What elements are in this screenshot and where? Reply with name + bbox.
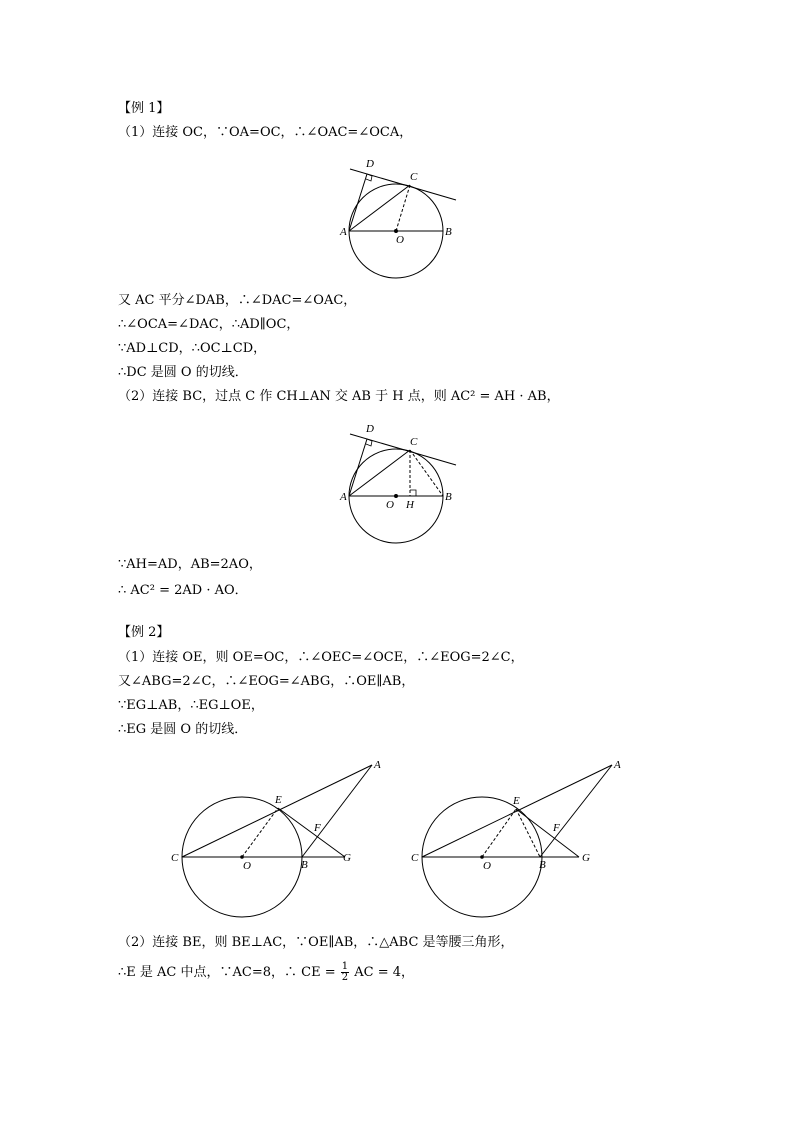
- figure-2: [330, 420, 470, 550]
- center-dot: [394, 494, 398, 498]
- label-c: C: [171, 852, 179, 864]
- segment-cb: [410, 450, 443, 496]
- segment-eg: [278, 808, 345, 857]
- ex1-line-2: ∴∠OCA=∠DAC，∴AD∥OC，: [118, 317, 300, 332]
- label-b: B: [539, 859, 546, 871]
- segment-ab: [540, 765, 612, 857]
- ex2-line-4a: ∴E 是 AC 中点，∵AC=8，∴ CE =: [118, 965, 336, 980]
- figure-1: [330, 155, 470, 280]
- label-a: A: [374, 759, 381, 771]
- segment-eg: [516, 809, 579, 857]
- ex1-line-4: ∴DC 是圆 O 的切线．: [118, 365, 248, 380]
- ex1-part2-line: （2）连接 BC，过点 C 作 CH⊥AN 交 AB 于 H 点，则 AC² = AH · AB，: [118, 389, 560, 404]
- label-g: G: [343, 852, 351, 864]
- segment-ca: [182, 765, 372, 857]
- segment-oe: [482, 809, 516, 857]
- label-c: C: [410, 171, 418, 183]
- label-h: H: [406, 499, 414, 511]
- label-a: A: [340, 226, 347, 238]
- segment-ab: [302, 765, 372, 857]
- ex2-line-4b: AC = 4，: [354, 965, 415, 980]
- ex2-line-3: ∴EG 是圆 O 的切线．: [118, 722, 248, 737]
- label-b: B: [301, 859, 308, 871]
- center-dot: [240, 855, 244, 859]
- ex2-line-2: ∵EG⊥AB，∴EG⊥OE，: [118, 698, 264, 713]
- label-f: F: [314, 822, 321, 834]
- segment-eb: [516, 809, 540, 857]
- label-b: B: [445, 491, 452, 503]
- label-g: G: [582, 852, 590, 864]
- figure-3: [165, 755, 395, 925]
- label-c: C: [411, 852, 419, 864]
- ex2-part1-line: （1）连接 OE，则 OE=OC，∴∠OEC=∠OCE，∴∠EOG=2∠C，: [118, 650, 524, 665]
- label-o: O: [243, 860, 251, 872]
- label-d: D: [366, 158, 374, 170]
- segment-oc: [396, 185, 410, 231]
- label-e: E: [513, 795, 520, 807]
- ex2-part2-line: （2）连接 BE，则 BE⊥AC，∵OE∥AB，∴△ABC 是等腰三角形，: [118, 935, 514, 950]
- label-a: A: [340, 491, 347, 503]
- segment-ad: [349, 439, 367, 496]
- fraction-half: [341, 962, 349, 983]
- ex1-line-6: ∴ AC² = 2AD · AO．: [118, 583, 248, 598]
- label-o: O: [483, 860, 491, 872]
- segment-ad: [349, 174, 367, 231]
- ex1-line-1: 又 AC 平分∠DAB，∴∠DAC=∠OAC，: [118, 293, 357, 308]
- label-o: O: [396, 234, 404, 246]
- fraction-numerator: 1: [341, 961, 349, 972]
- ex1-line-5: ∵AH=AD，AB=2AO，: [118, 557, 262, 572]
- label-f: F: [553, 822, 560, 834]
- example-1-header: 【例 1】: [118, 101, 170, 116]
- example-2-header: 【例 2】: [118, 625, 170, 640]
- ex2-line-4: [118, 962, 414, 983]
- segment-oe: [242, 808, 278, 857]
- ex1-line-3: ∵AD⊥CD，∴OC⊥CD，: [118, 341, 267, 356]
- right-angle-h: [410, 490, 416, 496]
- segment-ac: [349, 450, 410, 496]
- label-c: C: [410, 436, 418, 448]
- segment-ac: [349, 185, 410, 231]
- ex2-line-1: 又∠ABG=2∠C，∴∠EOG=∠ABG，∴OE∥AB，: [118, 674, 415, 689]
- label-e: E: [275, 794, 282, 806]
- label-o: O: [386, 499, 394, 511]
- center-dot: [394, 229, 398, 233]
- label-b: B: [445, 226, 452, 238]
- center-dot: [480, 855, 484, 859]
- label-d: D: [366, 423, 374, 435]
- fraction-denominator: 2: [341, 972, 349, 983]
- ex1-part1-line: （1）连接 OC，∵OA=OC，∴∠OAC=∠OCA，: [118, 125, 413, 140]
- figure-4: [405, 755, 635, 925]
- label-a: A: [614, 759, 621, 771]
